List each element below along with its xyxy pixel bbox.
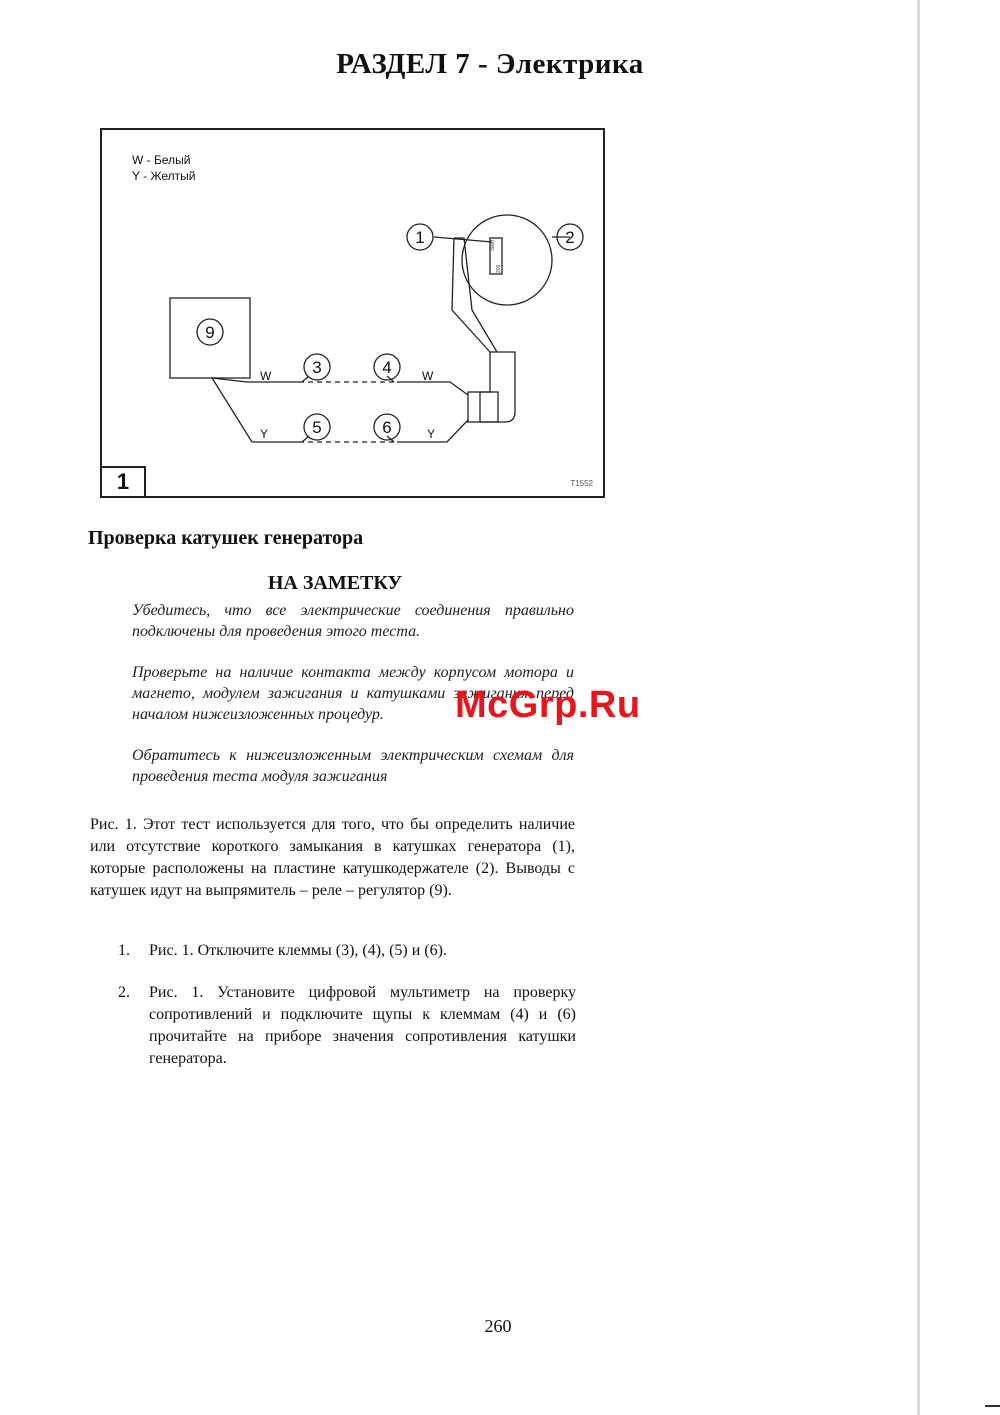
body-text bbox=[90, 814, 575, 902]
wire-label-y-left: Y bbox=[260, 427, 269, 441]
scan-edge-mark bbox=[985, 1405, 1000, 1407]
terminal-mark-b: 200 bbox=[496, 264, 502, 273]
scan-edge bbox=[917, 0, 920, 1415]
step-number: 2. bbox=[118, 984, 130, 1001]
wire-label-y-right: Y bbox=[427, 427, 436, 441]
legend-yellow: Y - Желтый bbox=[132, 169, 196, 183]
stator-plate bbox=[462, 215, 552, 305]
wiring-diagram-figure bbox=[100, 128, 605, 498]
intro-paragraph: Рис. 1. Этот тест используется для того, что бы определить наличие или отсутствие короткого замыкания в катушках генератора (1), которые расположены на пластине катушкодержателе (2). Выводы с катушек идут на выпрямитель – реле – регулятор (9). bbox=[90, 816, 575, 899]
figure-number: 1 bbox=[102, 466, 146, 496]
callout-2: 2 bbox=[565, 228, 575, 247]
note-paragraph: Обратитесь к нижеизложенным электрическим схемам для проведения теста модуля зажигания bbox=[132, 747, 574, 785]
note-heading: НА ЗАМЕТКУ bbox=[267, 572, 403, 594]
callout-5: 5 bbox=[312, 418, 322, 437]
yellow-wire-left bbox=[212, 378, 299, 442]
terminal-mark-a: 3000 bbox=[490, 239, 496, 251]
callout-6: 6 bbox=[382, 418, 392, 437]
callout-9: 9 bbox=[205, 323, 215, 342]
connector-block bbox=[468, 392, 498, 422]
legend-white: W - Белый bbox=[132, 153, 191, 167]
note-paragraph: Убедитесь, что все электрические соединения правильно подключены для проведения этого теста. bbox=[132, 602, 574, 640]
callout-4: 4 bbox=[382, 358, 392, 377]
diagram-legend bbox=[132, 152, 196, 184]
watermark: McGrp.Ru bbox=[455, 684, 641, 726]
callout-1: 1 bbox=[415, 228, 425, 247]
wire-label-w-left: W bbox=[260, 369, 272, 383]
figure-code: T1552 bbox=[570, 479, 593, 488]
procedure-steps bbox=[118, 940, 576, 1090]
section-heading: Проверка катушек генератора bbox=[88, 527, 364, 549]
page-number: 260 bbox=[484, 1316, 512, 1336]
wire-label-w-right: W bbox=[422, 369, 434, 383]
page-title: РАЗДЕЛ 7 - Электрика bbox=[336, 48, 644, 80]
harness-wire-b bbox=[452, 238, 490, 352]
callout-3: 3 bbox=[312, 358, 322, 377]
step-item bbox=[118, 982, 576, 1070]
step-number: 1. bbox=[118, 942, 130, 959]
white-wire-right bbox=[397, 382, 468, 395]
step-text: Рис. 1. Отключите клеммы (3), (4), (5) и (6). bbox=[149, 942, 447, 959]
wiring-diagram bbox=[102, 130, 607, 500]
step-item bbox=[118, 940, 576, 962]
step-text: Рис. 1. Установите цифровой мультиметр на проверку сопротивлений и подключите щупы к клеммам (4) и (6) прочитайте на приборе значения сопротивления катушки генератора. bbox=[149, 984, 576, 1067]
note-paragraph: Проверьте на наличие контакта между корпусом мотора и магнето, модулем зажигания и катушками зажигания перед началом нижеизложенных процедур. bbox=[132, 664, 574, 723]
